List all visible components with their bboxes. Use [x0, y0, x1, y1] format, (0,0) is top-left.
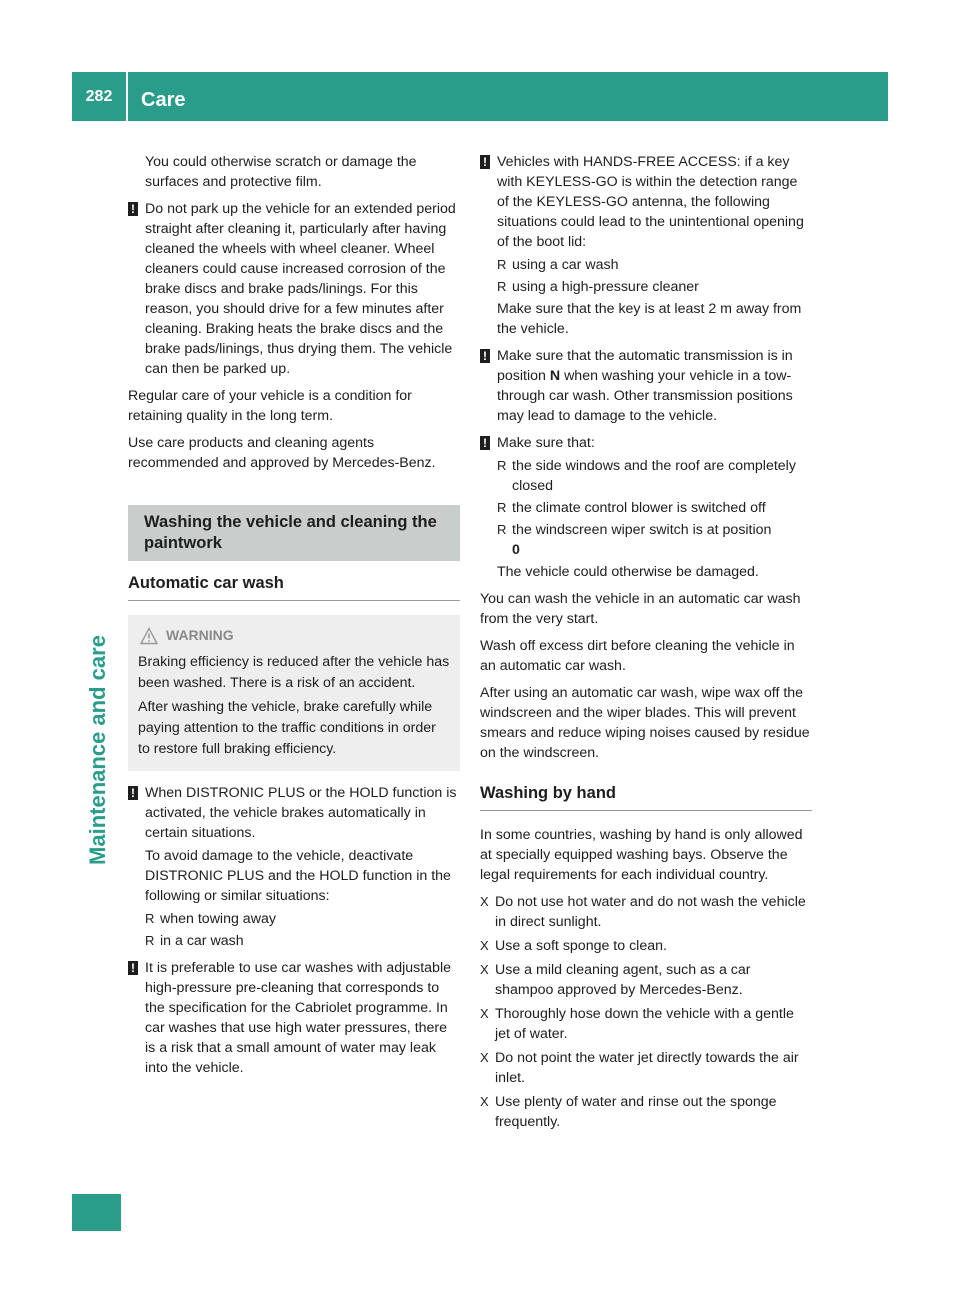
bullet-icon: R — [145, 933, 155, 948]
step-text: Do not point the water jet directly towards the air inlet. — [495, 1050, 799, 1086]
step-arrow-icon: X — [480, 1050, 489, 1065]
list-item — [497, 277, 812, 297]
notice-icon: ! — [480, 349, 490, 363]
instruction-step — [480, 1048, 812, 1088]
bullet-icon: R — [497, 257, 507, 272]
list-item — [145, 931, 460, 951]
list-item-text: when towing away — [160, 911, 276, 927]
instruction-step — [480, 1092, 812, 1132]
warning-box — [128, 615, 460, 771]
note-text: Make sure that: — [497, 435, 595, 451]
header-bar — [72, 72, 888, 121]
step-text: Do not use hot water and do not wash the vehicle in direct sunlight. — [495, 894, 806, 930]
note-make-sure — [480, 433, 812, 582]
list-item — [497, 520, 812, 560]
wiper-position-value: 0 — [512, 542, 520, 558]
note-text: To avoid damage to the vehicle, deactivate DISTRONIC PLUS and the HOLD function in the following or similar situations: — [145, 848, 451, 904]
transmission-position-value: N — [549, 368, 561, 384]
note-text: Make sure that the key is at least 2 m away from the vehicle. — [497, 301, 802, 337]
warning-triangle-icon — [140, 627, 158, 645]
note-distronic — [128, 783, 460, 951]
step-arrow-icon: X — [480, 894, 489, 909]
list-item-text: the climate control blower is switched off — [512, 500, 766, 516]
list-item-text: in a car wash — [160, 933, 244, 949]
list-item — [497, 498, 812, 518]
side-tab-label: Maintenance and care — [85, 635, 110, 865]
note-text: When DISTRONIC PLUS or the HOLD function is activated, the vehicle brakes automatically in certain situations. — [145, 785, 457, 841]
notice-icon: ! — [128, 786, 138, 800]
intro-paragraph: You could otherwise scratch or damage the surfaces and protective film. — [145, 154, 417, 190]
list-item — [497, 456, 812, 496]
notice-icon: ! — [480, 436, 490, 450]
step-text: Use a soft sponge to clean. — [495, 938, 667, 954]
subheading-automatic-car-wash: Automatic car wash — [128, 573, 460, 601]
instruction-step — [480, 1004, 812, 1044]
step-arrow-icon: X — [480, 1006, 489, 1021]
left-column — [128, 152, 460, 1085]
paragraph: Regular care of your vehicle is a condition for retaining quality in the long term. — [128, 388, 412, 424]
header-divider — [126, 72, 128, 121]
note-text: It is preferable to use car washes with adjustable high-pressure pre-cleaning that corresponds to the specification for the Cabriolet programme. In car washes that use high water pressures, there is a risk that a small amount of water may leak into the vehicle. — [145, 960, 451, 1076]
list-item — [497, 255, 812, 275]
step-arrow-icon: X — [480, 962, 489, 977]
subheading-washing-by-hand: Washing by hand — [480, 783, 812, 811]
note-transmission-position — [480, 346, 812, 426]
notice-icon: ! — [128, 202, 138, 216]
notice-icon: ! — [480, 155, 490, 169]
page-title: Care — [141, 89, 186, 111]
notice-icon: ! — [128, 961, 138, 975]
instruction-step — [480, 960, 812, 1000]
page-number: 282 — [85, 87, 113, 105]
step-arrow-icon: X — [480, 1094, 489, 1109]
paragraph: After using an automatic car wash, wipe wax off the windscreen and the wiper blades. This will prevent smears and reduce wiping noises caused by residue on the windscreen. — [480, 685, 810, 761]
note-parking — [128, 199, 460, 379]
instruction-step — [480, 892, 812, 932]
bullet-icon: R — [497, 500, 507, 515]
bullet-icon: R — [497, 458, 507, 473]
list-item-text: the windscreen wiper switch is at position — [512, 522, 772, 538]
warning-label: WARNING — [166, 627, 234, 643]
instruction-step — [480, 936, 812, 956]
step-arrow-icon: X — [480, 938, 489, 953]
paragraph: In some countries, washing by hand is only allowed at specially equipped washing bays. Observe the legal requirements for each individual country. — [480, 827, 803, 883]
paragraph: Use care products and cleaning agents recommended and approved by Mercedes-Benz. — [128, 435, 436, 471]
bullet-icon: R — [145, 911, 155, 926]
note-hands-free-access — [480, 152, 812, 339]
note-text: The vehicle could otherwise be damaged. — [497, 564, 759, 580]
right-column — [480, 152, 812, 1136]
paragraph: Wash off excess dirt before cleaning the vehicle in an automatic car wash. — [480, 638, 795, 674]
bullet-icon: R — [497, 522, 507, 537]
step-text: Use plenty of water and rinse out the sponge frequently. — [495, 1094, 777, 1130]
warning-text: Braking efficiency is reduced after the vehicle has been washed. There is a risk of an accident. — [138, 654, 450, 691]
list-item-text: using a car wash — [512, 257, 619, 273]
note-text-part: when washing your vehicle in a tow-through car wash. Other transmission positions may lead to damage to the vehicle. — [497, 368, 793, 424]
note-text: Vehicles with HANDS-FREE ACCESS: if a key with KEYLESS-GO is within the detection range of the KEYLESS-GO antenna, the following situations could lead to the unintentional opening of the boot lid: — [497, 154, 804, 250]
list-item — [145, 909, 460, 929]
warning-title — [138, 625, 450, 646]
note-text — [497, 346, 812, 426]
warning-text: After washing the vehicle, brake carefully while paying attention to the traffic conditions in order to restore full braking efficiency. — [138, 699, 436, 757]
step-text: Use a mild cleaning agent, such as a car shampoo approved by Mercedes-Benz. — [495, 962, 751, 998]
side-tab-marker — [72, 1194, 121, 1231]
note-car-wash-pressure — [128, 958, 460, 1078]
paragraph: You can wash the vehicle in an automatic car wash from the very start. — [480, 591, 801, 627]
step-text: Thoroughly hose down the vehicle with a gentle jet of water. — [495, 1006, 794, 1042]
list-item-text: the side windows and the roof are completely closed — [512, 458, 796, 494]
note-text-part: Make sure that the automatic transmission is in position — [497, 348, 793, 384]
list-item-text: using a high-pressure cleaner — [512, 279, 699, 295]
bullet-icon: R — [497, 279, 507, 294]
section-heading: Washing the vehicle and cleaning the paintwork — [128, 505, 460, 561]
note-text: Do not park up the vehicle for an extended period straight after cleaning it, particularly after having cleaned the wheels with wheel cleaner. Wheel cleaners could cause increased corrosion of the brake discs and brake pads/linings. For this reason, you should drive for a few minutes after cleaning. Braking heats the brake discs and the brake pads/linings, thus drying them. The vehicle can then be parked up. — [145, 201, 456, 377]
